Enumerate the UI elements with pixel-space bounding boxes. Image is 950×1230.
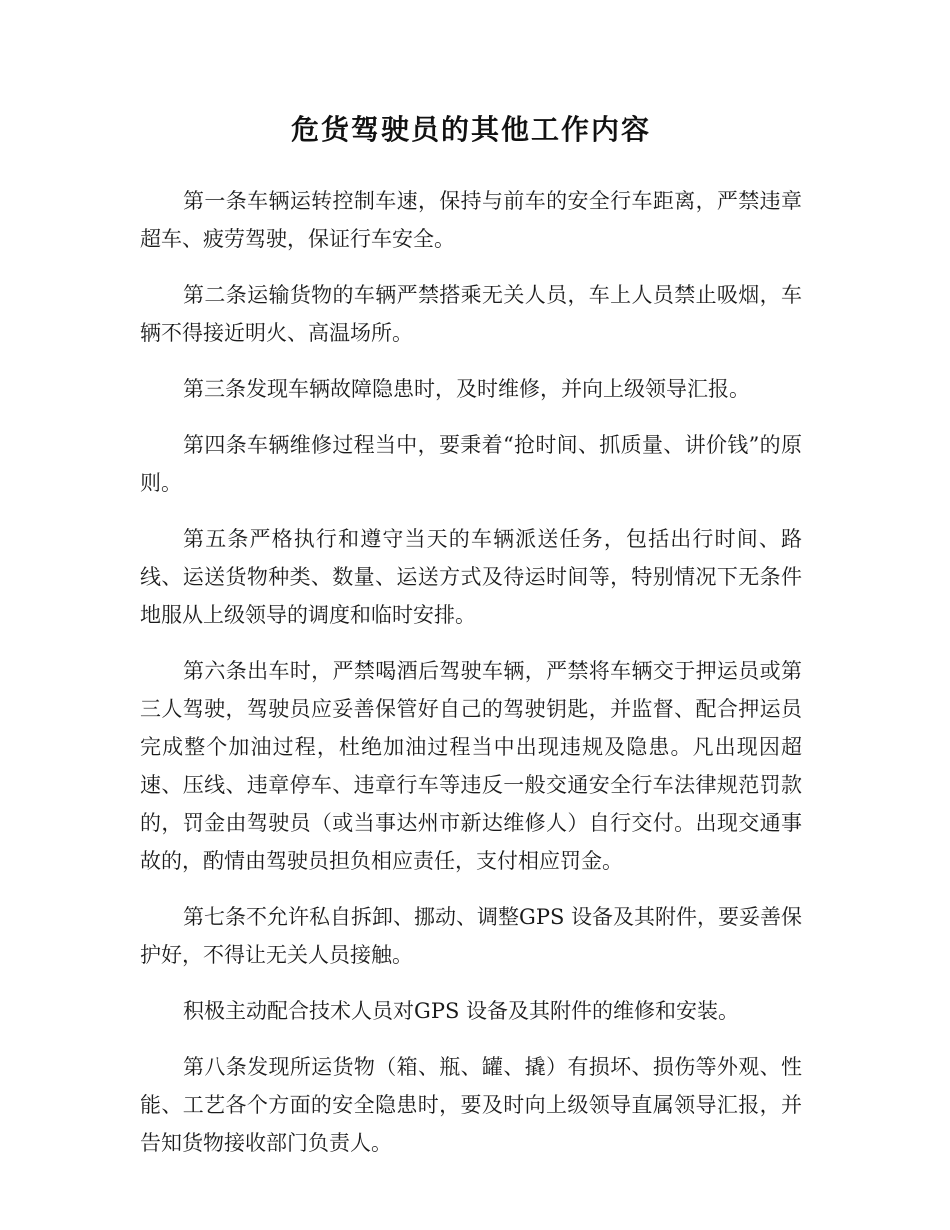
paragraph-article-6: 第六条出车时，严禁喝酒后驾驶车辆，严禁将车辆交于押运员或第三人驾驶，驾驶员应妥善保管好自己的驾驶钥匙，并监督、配合押运员完成整个加油过程，杜绝加油过程当中出现违规及隐患。凡出现因超速、压线、违章停车、违章行车等违反一般交通安全行车法律规范罚款的，罚金由驾驶员（或当事达州市新达维修人）自行交付。出现交通事故的，酌情由驾驶员担负相应责任，支付相应罚金。	[140, 659, 802, 873]
paragraph-article-1: 第一条车辆运转控制车速，保持与前车的安全行车距离，严禁违章超车、疲劳驾驶，保证行车安全。	[140, 189, 802, 251]
document-title: 危货驾驶员的其他工作内容	[290, 113, 651, 146]
paragraph-article-4: 第四条车辆维修过程当中，要秉着“抢时间、抓质量、讲价钱”的原则。	[140, 433, 802, 495]
paragraph-article-2: 第二条运输货物的车辆严禁搭乘无关人员，车上人员禁止吸烟，车辆不得接近明火、高温场所。	[140, 283, 802, 345]
paragraph-article-8: 第八条发现所运货物（箱、瓶、罐、撬）有损坏、损伤等外观、性能、工艺各个方面的安全隐患时，要及时向上级领导直属领导汇报，并告知货物接收部门负责人。	[140, 1055, 802, 1155]
paragraph-article-5: 第五条严格执行和遵守当天的车辆派送任务，包括出行时间、路线、运送货物种类、数量、运送方式及待运时间等，特别情况下无条件地服从上级领导的调度和临时安排。	[140, 527, 802, 627]
paragraph-article-7: 第七条不允许私自拆卸、挪动、调整GPS 设备及其附件，要妥善保护好，不得让无关人员接触。	[140, 905, 803, 967]
paragraph-article-3: 第三条发现车辆故障隐患时，及时维修，并向上级领导汇报。	[183, 377, 751, 401]
paragraph-gps-maintenance: 积极主动配合技术人员对GPS 设备及其附件的维修和安装。	[183, 999, 740, 1023]
document-page	[140, 108, 802, 1180]
